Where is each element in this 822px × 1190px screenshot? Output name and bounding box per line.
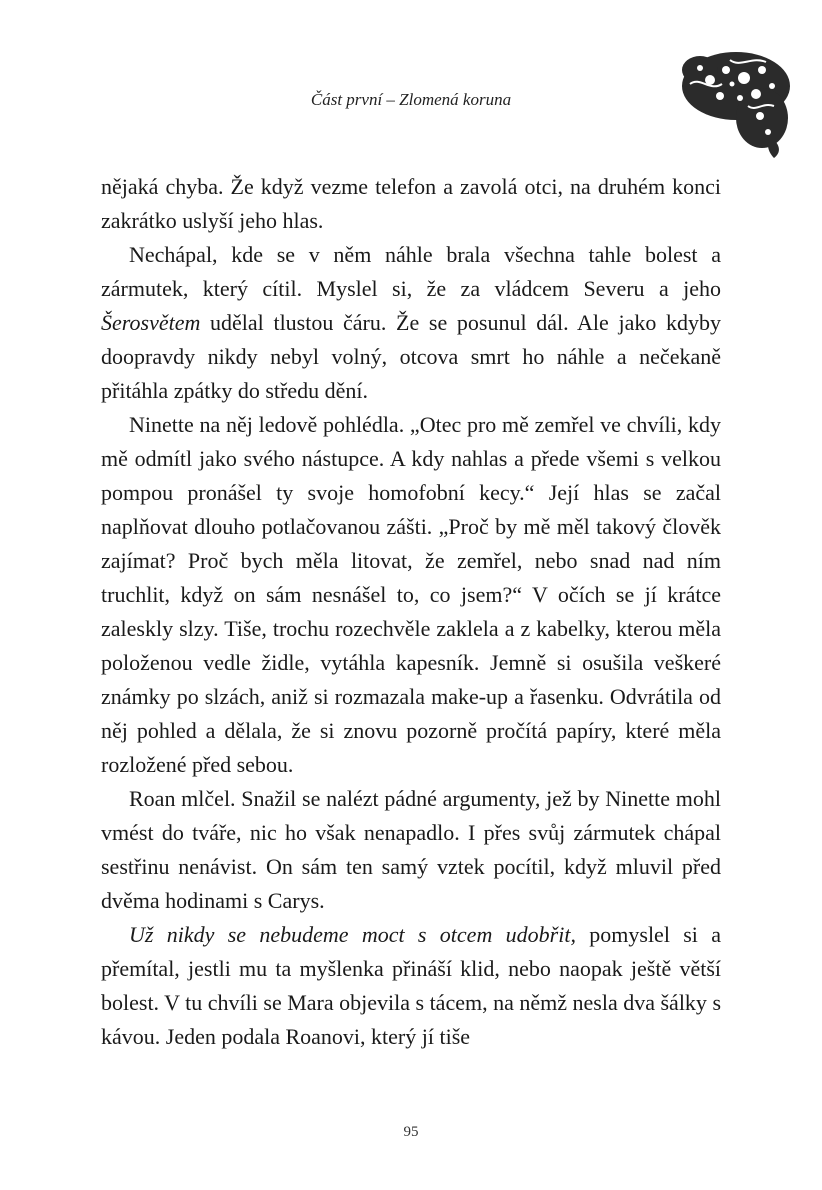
body-text: [101, 170, 721, 1054]
paragraph-3: Ninette na něj ledově pohlédla. „Otec pro mě zemřel ve chvíli, kdy mě odmítl jako svého nástupce. A kdy nahlas a přede všemi s velkou pompou pronášel ty svoje homofobní kecy.“ Její hlas se začal naplňovat dlouho potlačovanou zášti. „Proč by mě měl takový člověk zajímat? Proč bych měla litovat, že zemřel, nebo snad nad ním truchlit, když on sám nesnášel to, co jsem?“ V očích se jí krátce zaleskly slzy. Tiše, trochu rozechvěle zaklela a z kabelky, kterou měla položenou vedle židle, vytáhla kapesník. Jemně si osušila veškeré známky po slzách, aniž si rozmazala make-up a řasenku. Odvrátila od něj pohled a dělala, že si znovu pozorně pročítá papíry, které měla rozložené před sebou.: [101, 412, 721, 777]
paragraph-1: nějaká chyba. Že když vezme telefon a zavolá otci, na druhém konci zakrátko uslyší jeho hlas.: [101, 174, 721, 233]
paragraph-4: Roan mlčel. Snažil se nalézt pádné argumenty, jež by Ninette mohl vmést do tváře, nic ho však nenapadlo. I přes svůj zármutek chápal sestřinu nenávist. On sám ten samý vztek pocítil, když mluvil před dvěma hodinami s Carys.: [101, 786, 721, 913]
paragraph-2: Nechápal, kde se v něm náhle brala všechna tahle bolest a zármutek, který cítil. Myslel si, že za vládcem Severu a jeho Šerosvětem udělal tlustou čáru. Že se posunul dál. Ale jako kdyby doopravdy nikdy nebyl volný, otcova smrt ho náhle a nečekaně přitáhla zpátky do středu dění.: [101, 242, 721, 403]
running-head: Část první – Zlomená koruna: [310, 90, 512, 109]
page-number: 95: [403, 1124, 419, 1140]
paragraph-5: Už nikdy se nebudeme moct s otcem udobřit, pomyslel si a přemítal, jestli mu ta myšlenka přináší klid, nebo naopak ještě větší bolest. V tu chvíli se Mara objevila s tácem, na němž nesla dva šálky s kávou. Jeden podala Roanovi, který jí tiše: [101, 922, 721, 1049]
